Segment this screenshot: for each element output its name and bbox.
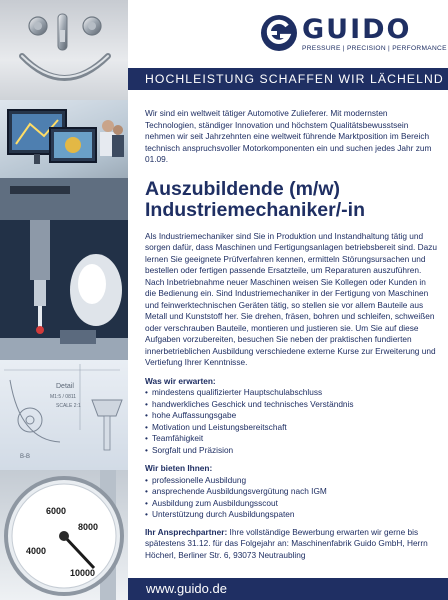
list-item: • Ausbildung zum Ausbildungsscout: [145, 498, 437, 510]
cad-workstation-photo: [0, 100, 128, 220]
contact-paragraph: [145, 527, 437, 562]
list-item: • ansprechende Ausbildungsvergütung nach IGM: [145, 486, 437, 498]
job-title-line2: Industriemechaniker/-in: [145, 198, 365, 221]
contact-text: Ihre vollständige Bewerbung erwarten wir gerne bis spätestens 31.12. für das Folgejahr an: Maschinenfabrik Guido GmbH, Herrn Höcherl, Berliner Str. 6, 93073 Neutraubling: [145, 526, 428, 560]
slogan-banner: [128, 68, 448, 90]
brand-tagline: PRESSURE | PRECISION | PERFORMANCE: [302, 45, 447, 52]
website-link[interactable]: www.guido.de: [146, 581, 227, 596]
intro-paragraph: Wir sind ein weltweit tätiger Automotive Zulieferer. Mit modernsten Technologien, ständiger Innovation und höchstem Qualitätsbewusstsein nehmen wir seit Jahrzehnten eine weltweit führende Marktposition im Bereich technisch anspruchsvoller Motorkomponenten ein und suchen jedes Jahr zum 01.09.: [145, 108, 432, 164]
job-description: Als Industriemechaniker sind Sie in Produktion und Instandhaltung tätig und sorgen dafür, dass Maschinen und Fertigungsanlagen betriebsbereit sind. Dazu lernen Sie geeignete Prüfverfahren kennen, ermitteln Störungsursachen und bestellen oder fertigen passende Ersatzteile, um Reparaturen auszuführen. Nach Inbetriebnahme neuer Maschinen weisen Sie Kollegen oder Kunden in die Bedienung ein. Sind Industriemechaniker in der Fertigung von Maschinen und feinwerktechnischen Geräten tätig, so stellen sie vor allem Bauteile aus Metall und Kunststoff her. Sie drehen, fräsen, bohren und schleifen, schweißen oder verschrauben Bauteile, montieren und justieren sie. Um Sie auf diese Aufgaben vorzubereiten, besuchen Sie neben der praktischen fundierten innerbetrieblichen Ausbildung verschiedene externe Kurse zur Erweiterung und Vertiefung Ihrer Kenntnisse.: [145, 230, 437, 367]
offer-heading: Wir bieten Ihnen:: [145, 463, 213, 473]
pressure-gauge-illustration: [0, 470, 128, 600]
list-item: • Teamfähigkeit: [145, 433, 437, 445]
list-item: • mindestens qualifizierter Hauptschulabschluss: [145, 387, 437, 399]
list-item: • Motivation und Leistungsbereitschaft: [145, 422, 437, 434]
expect-list: [145, 387, 437, 456]
guido-logo: [260, 12, 447, 60]
guido-logo-icon: [260, 14, 298, 52]
slogan-text: HOCHLEISTUNG SCHAFFEN WIR LÄCHELND: [145, 72, 444, 86]
drawing-label-section: B-B: [20, 454, 31, 460]
gauge-number-8000: 8000: [78, 522, 99, 532]
drawing-label-scale2: SCALE 2:1: [56, 403, 81, 409]
smiley-parts-photo: [0, 0, 128, 100]
smiley-parts-illustration: [0, 0, 128, 100]
gauge-number-6000: 6000: [46, 506, 67, 516]
ad-content: [145, 108, 437, 561]
offer-list: [145, 475, 437, 521]
measuring-probe-illustration: [0, 220, 128, 360]
gauge-number-10000: 10000: [70, 568, 96, 578]
contact-label: Ihr Ansprechpartner:: [145, 526, 228, 537]
drawing-label-scale1: M1:5 / 0811: [50, 394, 77, 400]
footer-bar: [128, 578, 448, 600]
brand-name: GUIDO: [302, 14, 412, 45]
list-item: • Unterstützung durch Ausbildungspaten: [145, 509, 437, 521]
drawing-label-detail: Detail: [56, 383, 74, 390]
list-item: • Sorgfalt und Präzision: [145, 445, 437, 457]
job-title-line1: Auszubildende (m/w): [145, 177, 340, 200]
expect-heading: Was wir erwarten:: [145, 375, 216, 386]
photo-column: [0, 0, 128, 600]
job-title: [145, 179, 437, 221]
list-item: • professionelle Ausbildung: [145, 475, 437, 487]
pressure-gauge-photo: [0, 470, 128, 600]
list-item: • hohe Auffassungsgabe: [145, 410, 437, 422]
technical-drawing-illustration: [0, 360, 128, 470]
technical-drawing-photo: [0, 360, 128, 470]
measuring-probe-photo: [0, 220, 128, 360]
gauge-number-4000: 4000: [26, 546, 47, 556]
list-item: • handwerkliches Geschick und technisches Verständnis: [145, 399, 437, 411]
cad-workstation-illustration: [0, 100, 128, 220]
